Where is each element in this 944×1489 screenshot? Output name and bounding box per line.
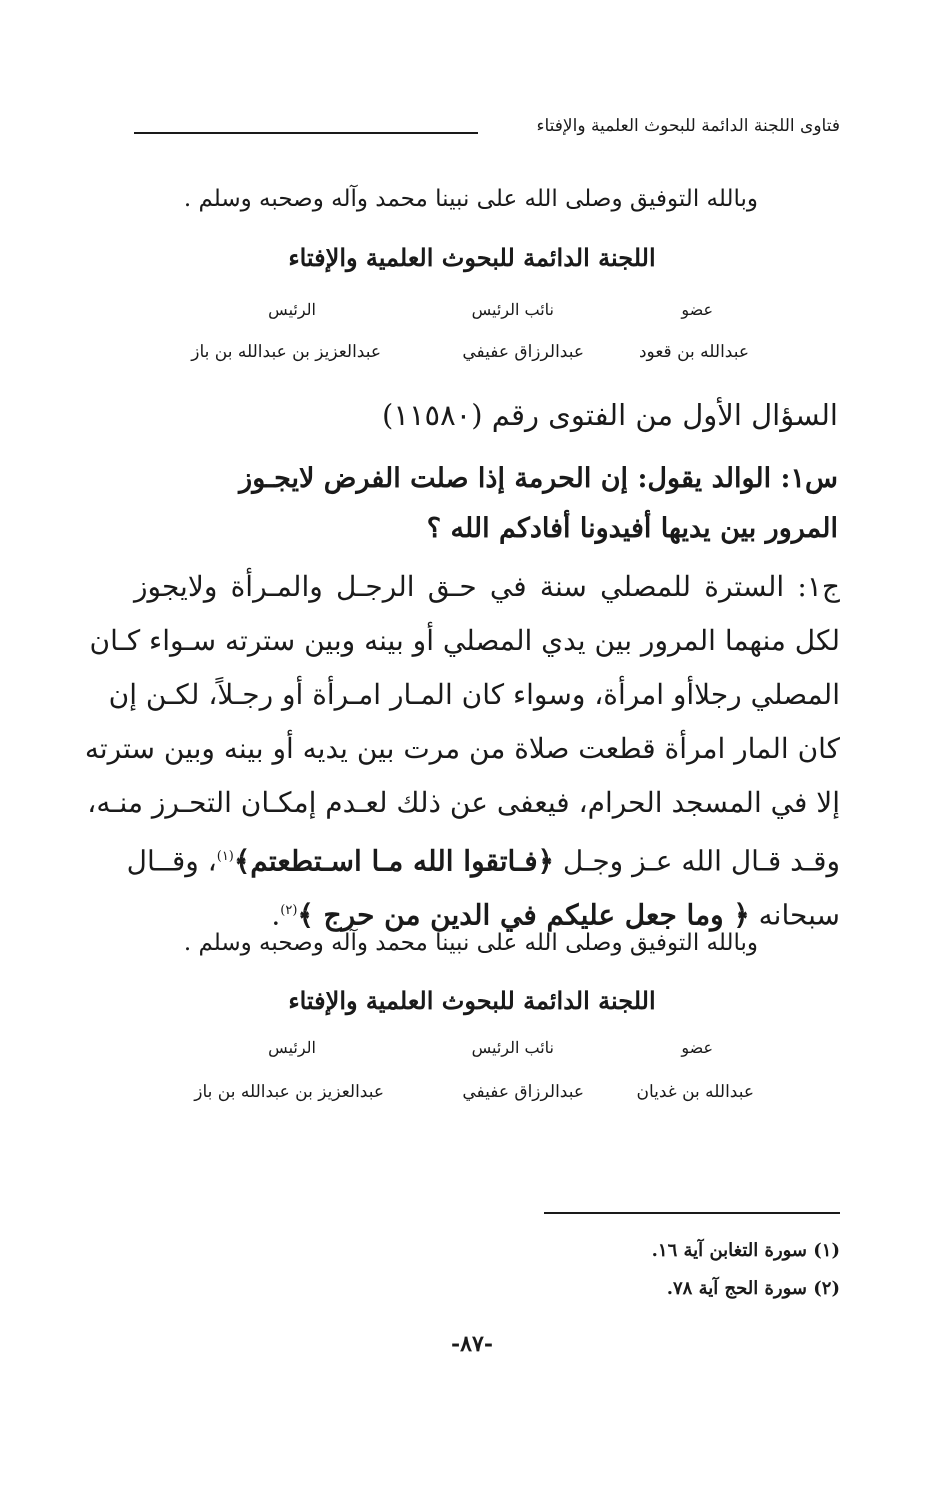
question-line-1: س١: الوالد يقول: إن الحرمة إذا صلت الفرض لايجـوز — [239, 463, 838, 494]
answer-line-4: كان المار امرأة قطعت صلاة من مرت بين يديه أو بينه وبين سترته — [84, 732, 840, 765]
footnote-2: (٢) سورة الحج آية ٧٨. — [666, 1278, 840, 1299]
name-chair: عبدالعزيز بن عبدالله بن باز — [191, 342, 381, 362]
name-chair-2: عبدالعزيز بن عبدالله بن باز — [194, 1082, 384, 1102]
answer-line-6-start: وقـد قـال الله عـز وجـل — [554, 844, 840, 878]
name-member-2: عبدالله بن غديان — [636, 1082, 754, 1102]
answer-line-7-end: . — [271, 898, 281, 932]
name-vice-chair-2: عبدالرزاق عفيفي — [462, 1082, 584, 1102]
role-chair: الرئيس — [268, 300, 316, 319]
role-vice-chair-2: نائب الرئيس — [471, 1038, 554, 1057]
role-vice-chair: نائب الرئيس — [471, 300, 554, 319]
answer-line-5: إلا في المسجد الحرام، فيعفى عن ذلك لعـدم إمكـان التحـرز منـه، — [87, 786, 840, 819]
answer-line-1: ج١: السترة للمصلي سنة في حـق الرجـل والمـرأة ولايجوز — [134, 570, 840, 603]
closing-formula: وبالله التوفيق وصلى الله على نبينا محمد وآله وصحبه وسلم . — [183, 186, 758, 212]
role-member-2: عضو — [681, 1038, 713, 1057]
footnote-ref-2: (٢) — [280, 903, 298, 918]
footnote-rule — [544, 1212, 840, 1214]
running-header: فتاوى اللجنة الدائمة للبحوث العلمية والإفتاء — [536, 116, 840, 136]
verse-hajj: ﴿ وما جعل عليكم في الدين من حرج ﴾ — [297, 898, 750, 932]
closing-formula-2: وبالله التوفيق وصلى الله على نبينا محمد وآله وصحبه وسلم . — [183, 930, 758, 956]
page-number: -٨٧- — [451, 1331, 493, 1357]
question-heading: السؤال الأول من الفتوى رقم (١١٥٨٠) — [382, 398, 838, 432]
committee-title: اللجنة الدائمة للبحوث العلمية والإفتاء — [288, 243, 656, 272]
question-line-2: المرور بين يديها أفيدونا أفادكم الله ؟ — [426, 513, 838, 544]
answer-line-3: المصلي رجلاأو امرأة، وسواء كان المـار امـرأة أو رجـلاً، لكـن إن — [108, 678, 840, 711]
footnote-ref-1: (١) — [216, 849, 234, 864]
header-rule — [134, 132, 478, 134]
role-member: عضو — [681, 300, 713, 319]
answer-line-2: لكل منهما المرور بين يدي المصلي أو بينه وبين سترته سـواء كـان — [89, 624, 840, 657]
answer-line-7-start: سبحانه — [749, 898, 840, 932]
footnote-1: (١) سورة التغابن آية ١٦. — [651, 1240, 840, 1261]
answer-line-6-end: ، وقــال — [126, 844, 217, 878]
answer-line-6 — [126, 830, 840, 884]
name-member: عبدالله بن قعود — [638, 342, 749, 362]
name-vice-chair: عبدالرزاق عفيفي — [462, 342, 584, 362]
answer-text — [84, 560, 840, 938]
verse-taghabun: ﴿فـاتقوا الله مـا اسـتطعتم﴾ — [233, 844, 555, 878]
committee-title-2: اللجنة الدائمة للبحوث العلمية والإفتاء — [288, 986, 656, 1015]
role-chair-2: الرئيس — [268, 1038, 316, 1057]
